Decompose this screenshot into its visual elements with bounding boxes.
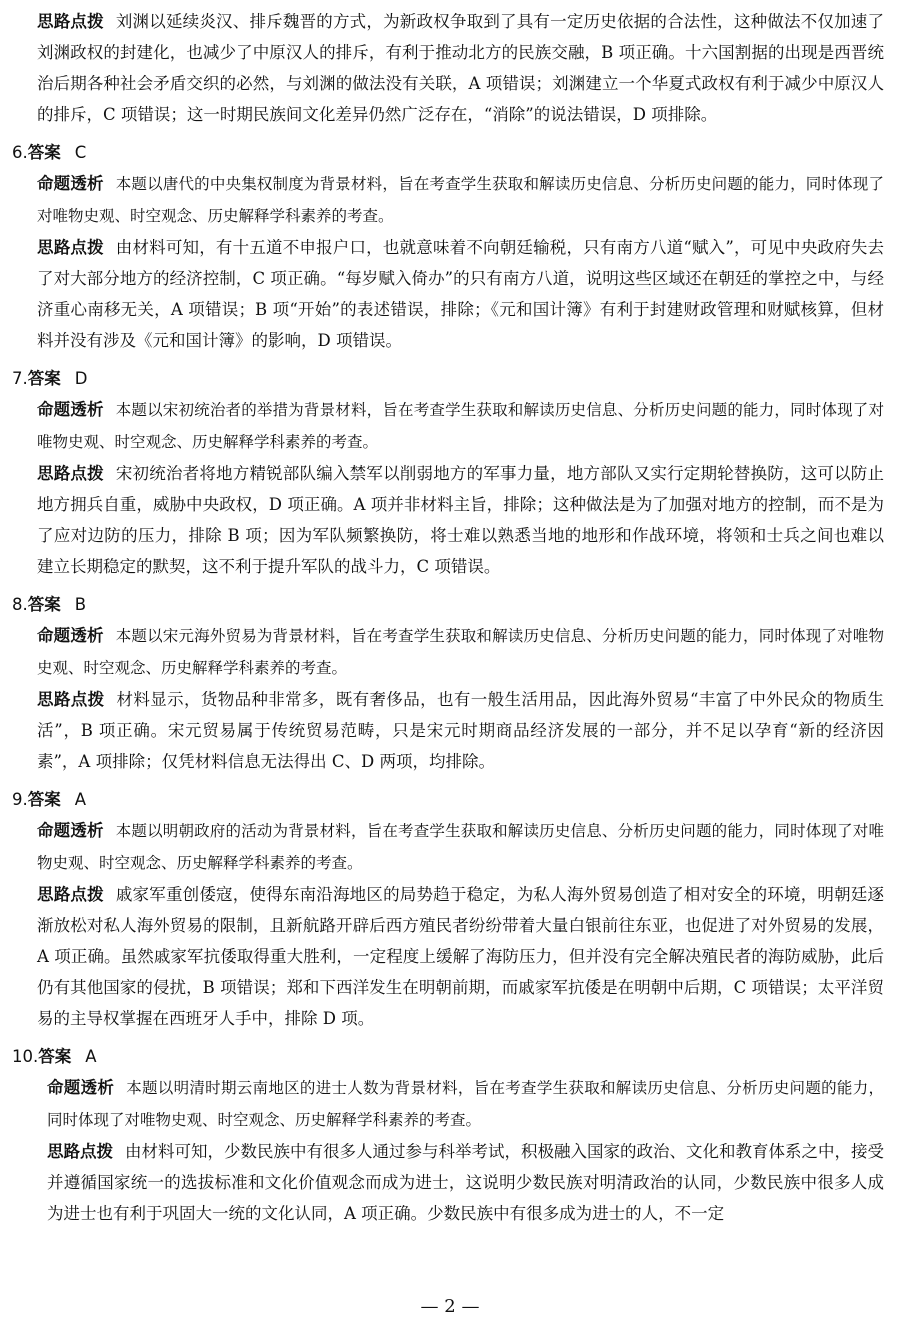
reasoning-text: 材料显示，货物品种非常多，既有奢侈品，也有一般生活用品，因此海外贸易“丰富了中外民众的物质生活”，B 项正确。宋元贸易属于传统贸易范畴，只是宋元时期商品经济发展的一部分，并不足以孕育“新的经济因素”，A 项排除；仅凭材料信息无法得出 C、D 两项，均排除。 [37, 690, 885, 771]
question-8 [12, 589, 884, 777]
answer-label: 答案 [27, 790, 61, 809]
answer-value: D [74, 369, 88, 388]
reasoning-paragraph [12, 458, 884, 582]
analysis-text: 本题以明清时期云南地区的进士人数为背景材料，旨在考查学生获取和解读历史信息、分析历史问题的能力，同时体现了对唯物史观、时空观念、历史解释学科素养的考查。 [47, 1079, 885, 1129]
analysis-paragraph [12, 815, 884, 879]
question-number: 9. [12, 790, 28, 809]
document-content [12, 6, 884, 1236]
analysis-paragraph [12, 620, 884, 684]
question-10 [12, 1041, 884, 1229]
reasoning-text: 由材料可知，有十五道不申报户口，也就意味着不向朝廷输税，只有南方八道“赋入”，可见中央政府失去了对大部分地方的经济控制，C 项正确。“每岁赋入倚办”的只有南方八道，说明这些区域还在朝廷的掌控之中，与经济重心南移无关，A 项错误；B 项“开始”的表述错误，排除；《元和国计簿》有利于封建财政管理和财赋核算，但材料并没有涉及《元和国计簿》的影响，D 项错误。 [37, 238, 885, 350]
analysis-text: 本题以宋元海外贸易为背景材料，旨在考查学生获取和解读历史信息、分析历史问题的能力，同时体现了对唯物史观、时空观念、历史解释学科素养的考查。 [37, 627, 884, 677]
intro-block [12, 6, 884, 130]
answer-line [12, 784, 884, 815]
answer-label: 答案 [27, 369, 61, 388]
reasoning-label: 思路点拨 [37, 238, 104, 257]
reasoning-label: 思路点拨 [37, 690, 105, 709]
reasoning-label: 思路点拨 [47, 1142, 113, 1161]
analysis-label: 命题透析 [37, 400, 104, 419]
analysis-label: 命题透析 [47, 1078, 115, 1097]
question-6 [12, 137, 884, 356]
analysis-label: 命题透析 [37, 174, 104, 193]
reasoning-paragraph [12, 879, 884, 1034]
reasoning-text: 由材料可知，少数民族中有很多人通过参与科举考试，积极融入国家的政治、文化和教育体系之中，接受并遵循国家统一的选拔标准和文化价值观念而成为进士，这说明少数民族对明清政治的认同，少数民族中很多人成为进士也有利于巩固大一统的文化认同，A 项正确。少数民族中有很多成为进士的人，不一定 [47, 1142, 884, 1223]
reasoning-text: 戚家军重创倭寇，使得东南沿海地区的局势趋于稳定，为私人海外贸易创造了相对安全的环境，明朝廷逐渐放松对私人海外贸易的限制，且新航路开辟后西方殖民者纷纷带着大量白银前往东亚，也促进了对外贸易的发展，A 项正确。虽然戚家军抗倭取得重大胜利，一定程度上缓解了海防压力，但并没有完全解决殖民者的海防威胁，此后仍有其他国家的侵扰，B 项错误；郑和下西洋发生在明朝前期，而戚家军抗倭是在明朝中后期，C 项错误；太平洋贸易的主导权掌握在西班牙人手中，排除 D 项。 [37, 885, 885, 1028]
analysis-text: 本题以唐代的中央集权制度为背景材料，旨在考查学生获取和解读历史信息、分析历史问题的能力，同时体现了对唯物史观、时空观念、历史解释学科素养的考查。 [37, 175, 884, 225]
reasoning-label: 思路点拨 [37, 12, 104, 31]
question-number: 7. [12, 369, 28, 388]
answer-line [12, 589, 884, 620]
question-number: 6. [12, 143, 28, 162]
reasoning-text: 宋初统治者将地方精锐部队编入禁军以削弱地方的军事力量，地方部队又实行定期轮替换防，这可以防止地方拥兵自重，威胁中央政权，D 项正确。A 项并非材料主旨，排除；这种做法是为了加强对地方的控制，而不是为了应对边防的压力，排除 B 项；因为军队频繁换防，将士难以熟悉当地的地形和作战环境，将领和士兵之间也难以建立长期稳定的默契，这不利于提升军队的战斗力，C 项错误。 [37, 464, 885, 576]
analysis-text: 本题以明朝政府的活动为背景材料，旨在考查学生获取和解读历史信息、分析历史问题的能力，同时体现了对唯物史观、时空观念、历史解释学科素养的考查。 [37, 822, 884, 872]
reasoning-text: 刘渊以延续炎汉、排斥魏晋的方式，为新政权争取到了具有一定历史依据的合法性，这种做法不仅加速了刘渊政权的封建化，也减少了中原汉人的排斥，有利于推动北方的民族交融，B 项正确。十六国割据的出现是西晋统治后期各种社会矛盾交织的必然，与刘渊的做法没有关联，A 项错误；刘渊建立一个华夏式政权有利于减少中原汉人的排斥，C 项错误；这一时期民族间文化差异仍然广泛存在，“消除”的说法错误，D 项排除。 [37, 12, 885, 124]
analysis-paragraph [12, 1072, 884, 1136]
answer-line [12, 363, 884, 394]
answer-value: B [74, 595, 87, 614]
answer-label: 答案 [27, 595, 61, 614]
question-9 [12, 784, 884, 1034]
answer-value: C [74, 143, 87, 162]
answer-label: 答案 [38, 1047, 72, 1066]
question-number: 10. [12, 1047, 39, 1066]
reasoning-label: 思路点拨 [37, 464, 104, 483]
reasoning-paragraph [12, 232, 884, 356]
answer-label: 答案 [27, 143, 61, 162]
answer-line [12, 1041, 884, 1072]
answer-value: A [85, 1047, 97, 1066]
answer-value: A [74, 790, 87, 809]
reasoning-paragraph [12, 684, 884, 777]
intro-reasoning [12, 6, 884, 130]
analysis-label: 命题透析 [37, 821, 104, 840]
analysis-paragraph [12, 394, 884, 458]
answer-line [12, 137, 884, 168]
analysis-label: 命题透析 [37, 626, 104, 645]
reasoning-label: 思路点拨 [37, 885, 104, 904]
analysis-text: 本题以宋初统治者的举措为背景材料，旨在考查学生获取和解读历史信息、分析历史问题的能力，同时体现了对唯物史观、时空观念、历史解释学科素养的考查。 [37, 401, 884, 451]
page-number: — 2 — [420, 1296, 480, 1317]
question-number: 8. [12, 595, 28, 614]
question-7 [12, 363, 884, 582]
analysis-paragraph [12, 168, 884, 232]
reasoning-paragraph [12, 1136, 884, 1229]
